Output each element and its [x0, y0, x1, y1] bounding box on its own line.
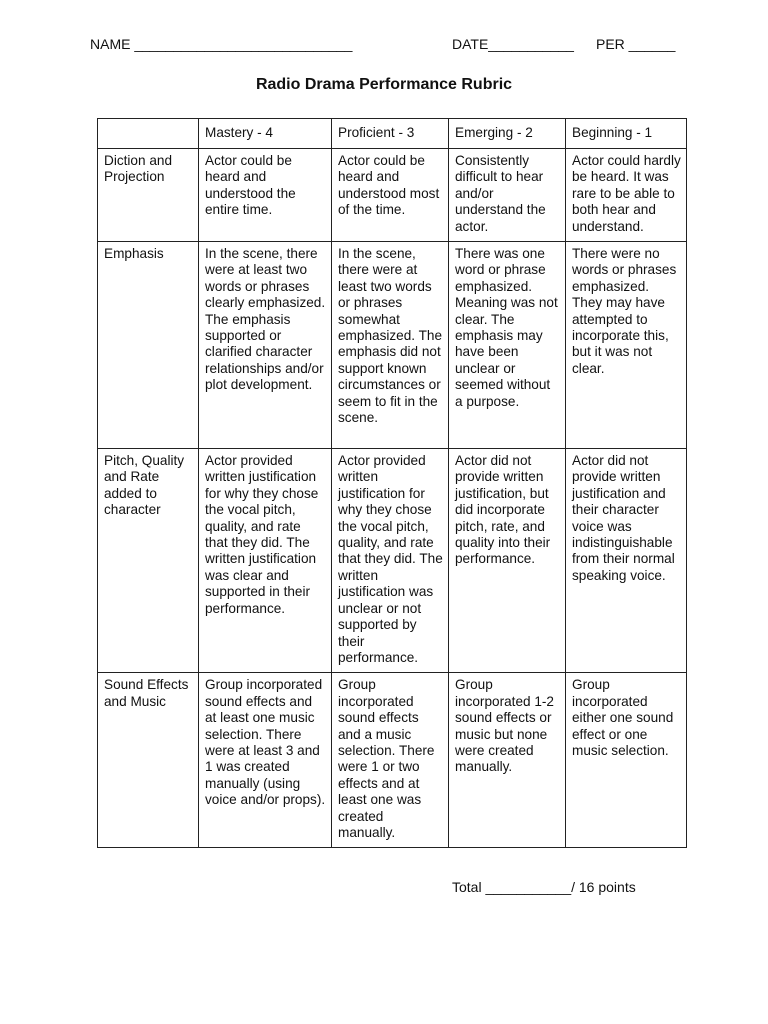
- rubric-cell: Actor did not provide written justification, but did incorporate pitch, rate, and quality into their performance.: [449, 449, 566, 673]
- rubric-cell: Actor could be heard and understood the entire time.: [199, 149, 332, 242]
- total-points-field[interactable]: Total ___________/ 16 points: [452, 879, 636, 895]
- criterion-cell: Diction and Projection: [98, 149, 199, 242]
- column-header-criteria: [98, 119, 199, 149]
- column-header-mastery: Mastery - 4: [199, 119, 332, 149]
- rubric-cell: In the scene, there were at least two words or phrases clearly emphasized. The emphasis supported or clarified character relationships and/or plot development.: [199, 242, 332, 449]
- date-field[interactable]: DATE___________: [452, 36, 574, 52]
- rubric-header-row: [98, 119, 687, 149]
- period-field[interactable]: PER ______: [596, 36, 676, 52]
- column-header-proficient: Proficient - 3: [332, 119, 449, 149]
- student-info-line: [90, 36, 690, 56]
- table-row: [98, 673, 687, 848]
- rubric-cell: There was one word or phrase emphasized. Meaning was not clear. The emphasis may have been unclear or seemed without a purpose.: [449, 242, 566, 449]
- rubric-cell: Actor provided written justification for why they chose the vocal pitch, quality, and rate that they did. The written justification was unclear or not supported by their performance.: [332, 449, 449, 673]
- rubric-cell: Group incorporated sound effects and at least one music selection. There were at least 3 and 1 was created manually (using voice and/or props).: [199, 673, 332, 848]
- page-title: Radio Drama Performance Rubric: [255, 76, 513, 93]
- rubric-table: [97, 118, 687, 848]
- rubric-cell: Actor could be heard and understood most of the time.: [332, 149, 449, 242]
- rubric-cell: Actor provided written justification for why they chose the vocal pitch, quality, and rate that they did. The written justification was clear and supported in their performance.: [199, 449, 332, 673]
- column-header-emerging: Emerging - 2: [449, 119, 566, 149]
- rubric-cell: Actor did not provide written justification and their character voice was indistinguishable from their normal speaking voice.: [566, 449, 687, 673]
- criterion-cell: Sound Effects and Music: [98, 673, 199, 848]
- rubric-cell: Actor could hardly be heard. It was rare to be able to both hear and understand.: [566, 149, 687, 242]
- column-header-beginning: Beginning - 1: [566, 119, 687, 149]
- criterion-cell: Pitch, Quality and Rate added to character: [98, 449, 199, 673]
- name-field[interactable]: NAME ____________________________: [90, 36, 353, 52]
- table-row: [98, 149, 687, 242]
- criterion-cell: Emphasis: [98, 242, 199, 449]
- table-row: [98, 449, 687, 673]
- table-row: [98, 242, 687, 449]
- rubric-cell: Group incorporated 1-2 sound effects or music but none were created manually.: [449, 673, 566, 848]
- rubric-cell: Consistently difficult to hear and/or understand the actor.: [449, 149, 566, 242]
- rubric-cell: In the scene, there were at least two words or phrases somewhat emphasized. The emphasis did not support known circumstances or seem to fit in the scene.: [332, 242, 449, 449]
- rubric-cell: Group incorporated sound effects and a music selection. There were 1 or two effects and at least one was created manually.: [332, 673, 449, 848]
- rubric-cell: There were no words or phrases emphasized. They may have attempted to incorporate this, but it was not clear.: [566, 242, 687, 449]
- rubric-cell: Group incorporated either one sound effect or one music selection.: [566, 673, 687, 848]
